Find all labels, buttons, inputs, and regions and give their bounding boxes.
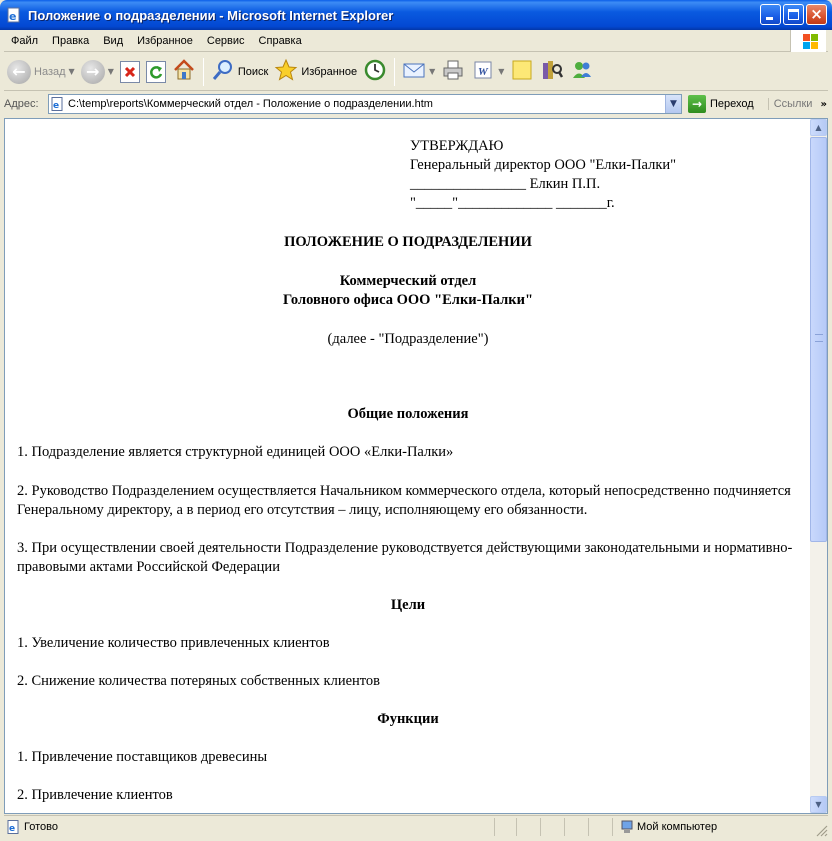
paragraph: 1. Привлечение поставщиков древесины	[17, 749, 268, 765]
address-dropdown-icon[interactable]: ▼	[665, 95, 681, 113]
security-zone	[612, 818, 792, 836]
department-name: Коммерческий отдел	[339, 273, 477, 289]
messenger-icon	[570, 58, 594, 85]
home-button[interactable]	[169, 56, 199, 88]
stop-icon	[120, 61, 140, 83]
address-bar	[4, 92, 828, 116]
section-title: Общие положения	[347, 406, 469, 422]
forward-arrow-icon: →	[81, 60, 105, 84]
go-label: Переход	[710, 98, 754, 110]
my-computer-icon	[620, 820, 634, 834]
scroll-down-button[interactable]: ▼	[810, 796, 827, 813]
menu-edit[interactable]: Правка	[52, 34, 90, 47]
refresh-button[interactable]	[143, 56, 169, 88]
menu-tools[interactable]: Сервис	[206, 34, 245, 47]
paragraph: 3. При осуществлении своей деятельности Подразделение руководствуется действующими законодательными и нормативно-правовыми актами Российской Федерации	[17, 540, 793, 575]
chevron-right-icon[interactable]: »	[820, 98, 827, 110]
windows-logo-icon	[790, 30, 826, 52]
approval-line: "_____"_____________ _______г.	[410, 195, 615, 211]
menu-help[interactable]: Справка	[258, 34, 302, 47]
research-books-icon	[540, 58, 564, 85]
paragraph: 1. Подразделение является структурной единицей ООО «Елки-Палки»	[17, 444, 454, 460]
paragraph: 2. Снижение количества потеряных собственных клиентов	[17, 673, 381, 689]
edit-dropdown-icon[interactable]: ▼	[498, 67, 505, 76]
messenger-button[interactable]	[567, 56, 597, 88]
approval-line: ________________ Елкин П.П.	[410, 176, 601, 192]
go-button[interactable]	[688, 95, 754, 113]
close-icon: ×	[810, 5, 823, 23]
title-bar[interactable]	[0, 0, 832, 30]
favorites-label: Избранное	[301, 65, 358, 78]
page-icon	[51, 97, 65, 111]
back-dropdown-icon[interactable]: ▼	[68, 67, 75, 76]
forward-button[interactable]	[78, 56, 117, 88]
go-arrow-icon: →	[688, 95, 706, 113]
status-bar	[4, 815, 828, 837]
minimize-button[interactable]	[760, 4, 781, 25]
svg-text:W: W	[478, 66, 489, 78]
forward-dropdown-icon[interactable]: ▼	[107, 67, 114, 76]
hereinafter-note: (далее - "Подразделение")	[327, 331, 489, 347]
status-text: Готово	[24, 820, 58, 833]
svg-text:e: e	[9, 10, 17, 23]
mail-icon	[402, 58, 426, 85]
back-label: Назад	[34, 65, 66, 78]
history-icon	[363, 58, 387, 85]
refresh-icon	[146, 61, 166, 83]
grip-icon	[815, 334, 823, 342]
paragraph: 1. Увеличение количество привлеченных клиентов	[17, 635, 330, 651]
approval-block	[410, 137, 676, 213]
toolbar	[4, 53, 828, 91]
note-icon	[510, 58, 534, 85]
section-title: Цели	[390, 597, 426, 613]
favorites-star-icon	[274, 58, 298, 85]
paragraph: 2. Руководство Подразделением осуществляется Начальником коммерческого отдела, который непосредственно подчиняется Генеральному директору, а в период его отсутствия – лицу, исполняющему его обязанности.	[17, 483, 791, 518]
page-content	[4, 118, 828, 814]
window-title: Положение о подразделении - Microsoft Internet Explorer	[28, 7, 394, 23]
research-button[interactable]	[537, 56, 567, 88]
word-edit-icon	[471, 58, 495, 85]
mail-button[interactable]	[399, 56, 438, 88]
maximize-button[interactable]	[783, 4, 804, 25]
menu-bar	[4, 30, 828, 52]
vertical-scrollbar[interactable]	[810, 119, 827, 813]
svg-text:e: e	[9, 823, 16, 834]
print-button[interactable]	[438, 56, 468, 88]
zone-label: Мой компьютер	[637, 820, 718, 833]
paragraph: 2. Привлечение клиентов	[17, 787, 173, 803]
search-button[interactable]	[208, 56, 271, 88]
search-label: Поиск	[237, 65, 269, 78]
approval-line: Генеральный директор ООО "Елки-Палки"	[410, 157, 677, 173]
svg-text:e: e	[53, 101, 60, 111]
section-title: Функции	[377, 711, 439, 727]
minimize-icon	[766, 17, 773, 20]
menu-view[interactable]: Вид	[103, 34, 124, 47]
address-value: C:\temp\reports\Коммерческий отдел - Положение о подразделении.htm	[68, 98, 433, 110]
approval-line: УТВЕРЖДАЮ	[410, 138, 504, 154]
search-icon	[211, 58, 235, 85]
mail-dropdown-icon[interactable]: ▼	[429, 67, 436, 76]
menu-file[interactable]: Файл	[11, 34, 39, 47]
edit-button[interactable]	[468, 56, 507, 88]
scroll-up-button[interactable]: ▲	[810, 119, 827, 136]
back-button[interactable]	[4, 56, 78, 88]
document-heading: ПОЛОЖЕНИЕ О ПОДРАЗДЕЛЕНИИ	[284, 234, 532, 250]
toolbar-separator	[203, 58, 204, 86]
resize-grip-icon[interactable]	[814, 823, 828, 837]
back-arrow-icon: ←	[7, 60, 31, 84]
office-name: Головного офиса ООО "Елки-Палки"	[282, 292, 534, 308]
address-label: Адрес:	[4, 98, 39, 110]
address-input[interactable]	[48, 94, 682, 114]
scroll-thumb[interactable]	[810, 137, 827, 542]
ie-page-icon	[6, 7, 22, 23]
toolbar-separator	[394, 58, 395, 86]
home-icon	[172, 58, 196, 85]
maximize-icon	[788, 9, 799, 20]
stop-button[interactable]	[117, 56, 143, 88]
close-button[interactable]	[806, 4, 827, 25]
menu-favorites[interactable]: Избранное	[137, 34, 193, 47]
page-done-icon	[7, 820, 21, 834]
favorites-button[interactable]	[271, 56, 360, 88]
discuss-button[interactable]	[507, 56, 537, 88]
printer-icon	[441, 58, 465, 85]
history-button[interactable]	[360, 56, 390, 88]
links-button[interactable]: Ссылки	[768, 98, 813, 110]
